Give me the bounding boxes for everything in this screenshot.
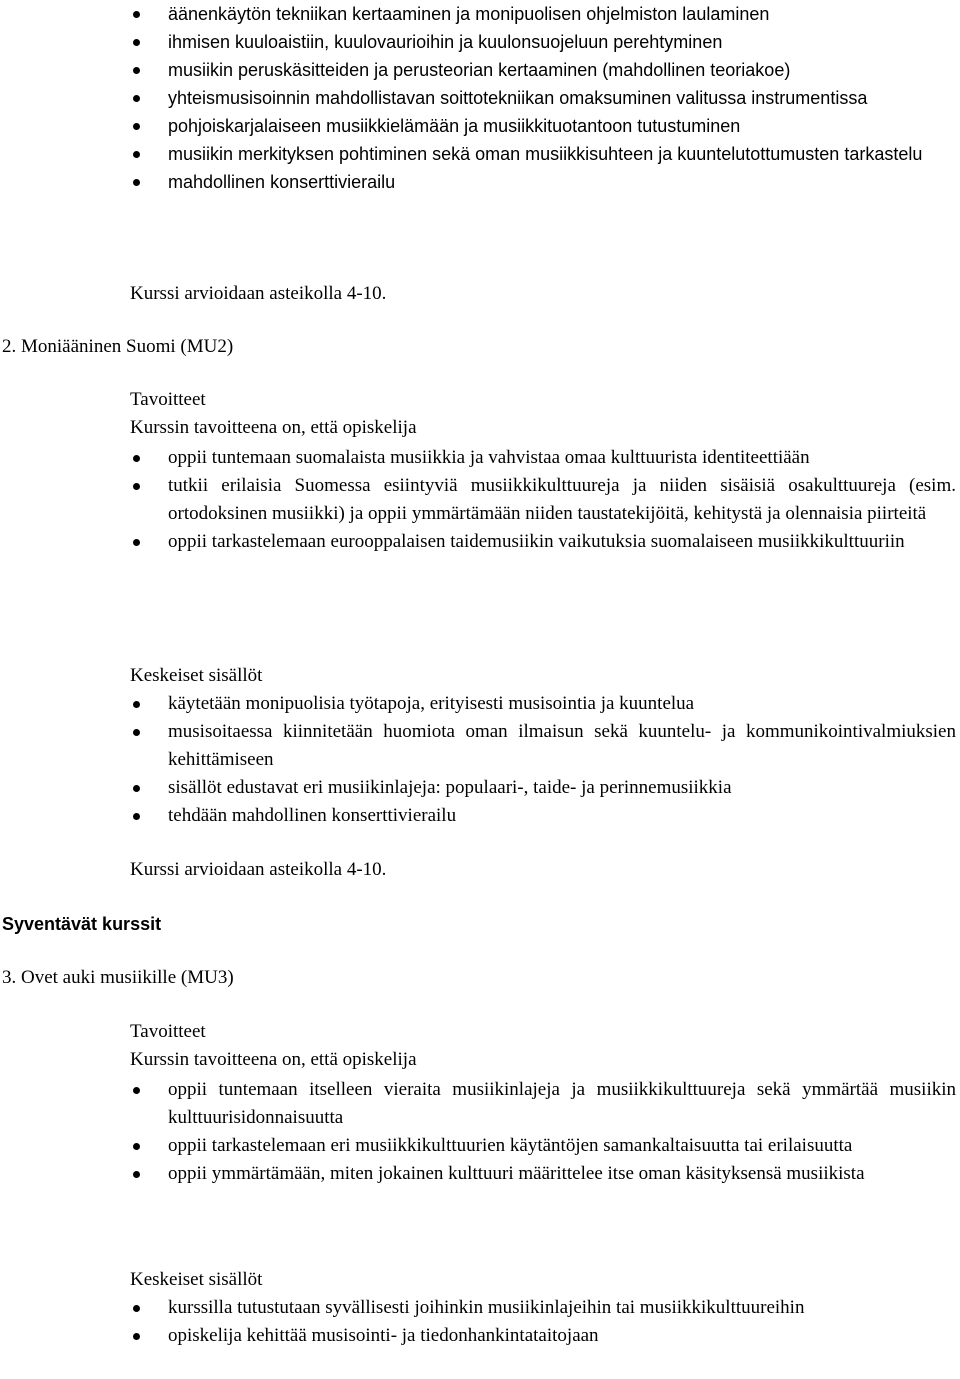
list-item: käytetään monipuolisia työtapoja, erityisesti musisointia ja kuuntelua	[130, 690, 956, 718]
list-item: ihmisen kuuloaistiin, kuulovaurioihin ja kuulonsuojeluun perehtyminen	[130, 28, 956, 56]
course3-content-label: Keskeiset sisällöt	[130, 1269, 263, 1290]
course3-title: 3. Ovet auki musiikille (MU3)	[2, 967, 234, 988]
list-item: musisoitaessa kiinnitetään huomiota oman ilmaisun sekä kuuntelu- ja kommunikointivalmiuksien kehittämiseen	[130, 718, 956, 774]
list-item: mahdollinen konserttivierailu	[130, 168, 956, 196]
list-item: yhteismusisoinnin mahdollistavan soittotekniikan omaksuminen valitussa instrumentissa	[130, 84, 956, 112]
course1-grading: Kurssi arvioidaan asteikolla 4-10.	[130, 283, 387, 304]
list-item: oppii tarkastelemaan eurooppalaisen taidemusiikin vaikutuksia suomalaiseen musiikkikulttuuriin	[130, 528, 956, 556]
course2-title: 2. Moniääninen Suomi (MU2)	[2, 336, 234, 357]
intro-content-list	[130, 0, 956, 196]
course3-goals-list	[130, 1076, 956, 1188]
course2-goals-label: Tavoitteet	[130, 389, 206, 410]
course2-goals-list	[130, 444, 956, 556]
list-item: tutkii erilaisia Suomessa esiintyviä musiikkikulttuureja ja niiden sisäisiä osakulttuureja (esim. ortodoksinen musiikki) ja oppii ymmärtämään niiden taustatekijöitä, kehitystä ja olennaisia piirteitä	[130, 472, 956, 528]
list-item: oppii tarkastelemaan eri musiikkikulttuurien käytäntöjen samankaltaisuutta tai erilaisuutta	[130, 1132, 956, 1160]
course2-content-list	[130, 690, 956, 830]
advanced-courses-heading: Syventävät kurssit	[2, 914, 162, 934]
course2-goals-intro: Kurssin tavoitteena on, että opiskelija	[130, 417, 417, 438]
list-item: äänenkäytön tekniikan kertaaminen ja monipuolisen ohjelmiston laulaminen	[130, 0, 956, 28]
list-item: pohjoiskarjalaiseen musiikkielämään ja musiikkituotantoon tutustuminen	[130, 112, 956, 140]
course3-goals-label: Tavoitteet	[130, 1021, 206, 1042]
course3-goals-intro: Kurssin tavoitteena on, että opiskelija	[130, 1049, 417, 1070]
course3-content-list	[130, 1294, 956, 1350]
course2-content-label: Keskeiset sisällöt	[130, 665, 263, 686]
list-item: kurssilla tutustutaan syvällisesti joihinkin musiikinlajeihin tai musiikkikulttuureihin	[130, 1294, 956, 1322]
list-item: musiikin peruskäsitteiden ja perusteorian kertaaminen (mahdollinen teoriakoe)	[130, 56, 956, 84]
list-item: oppii tuntemaan suomalaista musiikkia ja vahvistaa omaa kulttuurista identiteettiään	[130, 444, 956, 472]
list-item: oppii tuntemaan itselleen vieraita musiikinlajeja ja musiikkikulttuureja sekä ymmärtää musiikin kulttuurisidonnaisuutta	[130, 1076, 956, 1132]
course2-grading: Kurssi arvioidaan asteikolla 4-10.	[130, 859, 387, 880]
list-item: sisällöt edustavat eri musiikinlajeja: populaari-, taide- ja perinnemusiikkia	[130, 774, 956, 802]
list-item: tehdään mahdollinen konserttivierailu	[130, 802, 956, 830]
list-item: musiikin merkityksen pohtiminen sekä oman musiikkisuhteen ja kuuntelutottumusten tarkastelu	[130, 140, 956, 168]
list-item: opiskelija kehittää musisointi- ja tiedonhankintataitojaan	[130, 1322, 956, 1350]
list-item: oppii ymmärtämään, miten jokainen kulttuuri määrittelee itse oman käsityksensä musiikista	[130, 1160, 956, 1188]
